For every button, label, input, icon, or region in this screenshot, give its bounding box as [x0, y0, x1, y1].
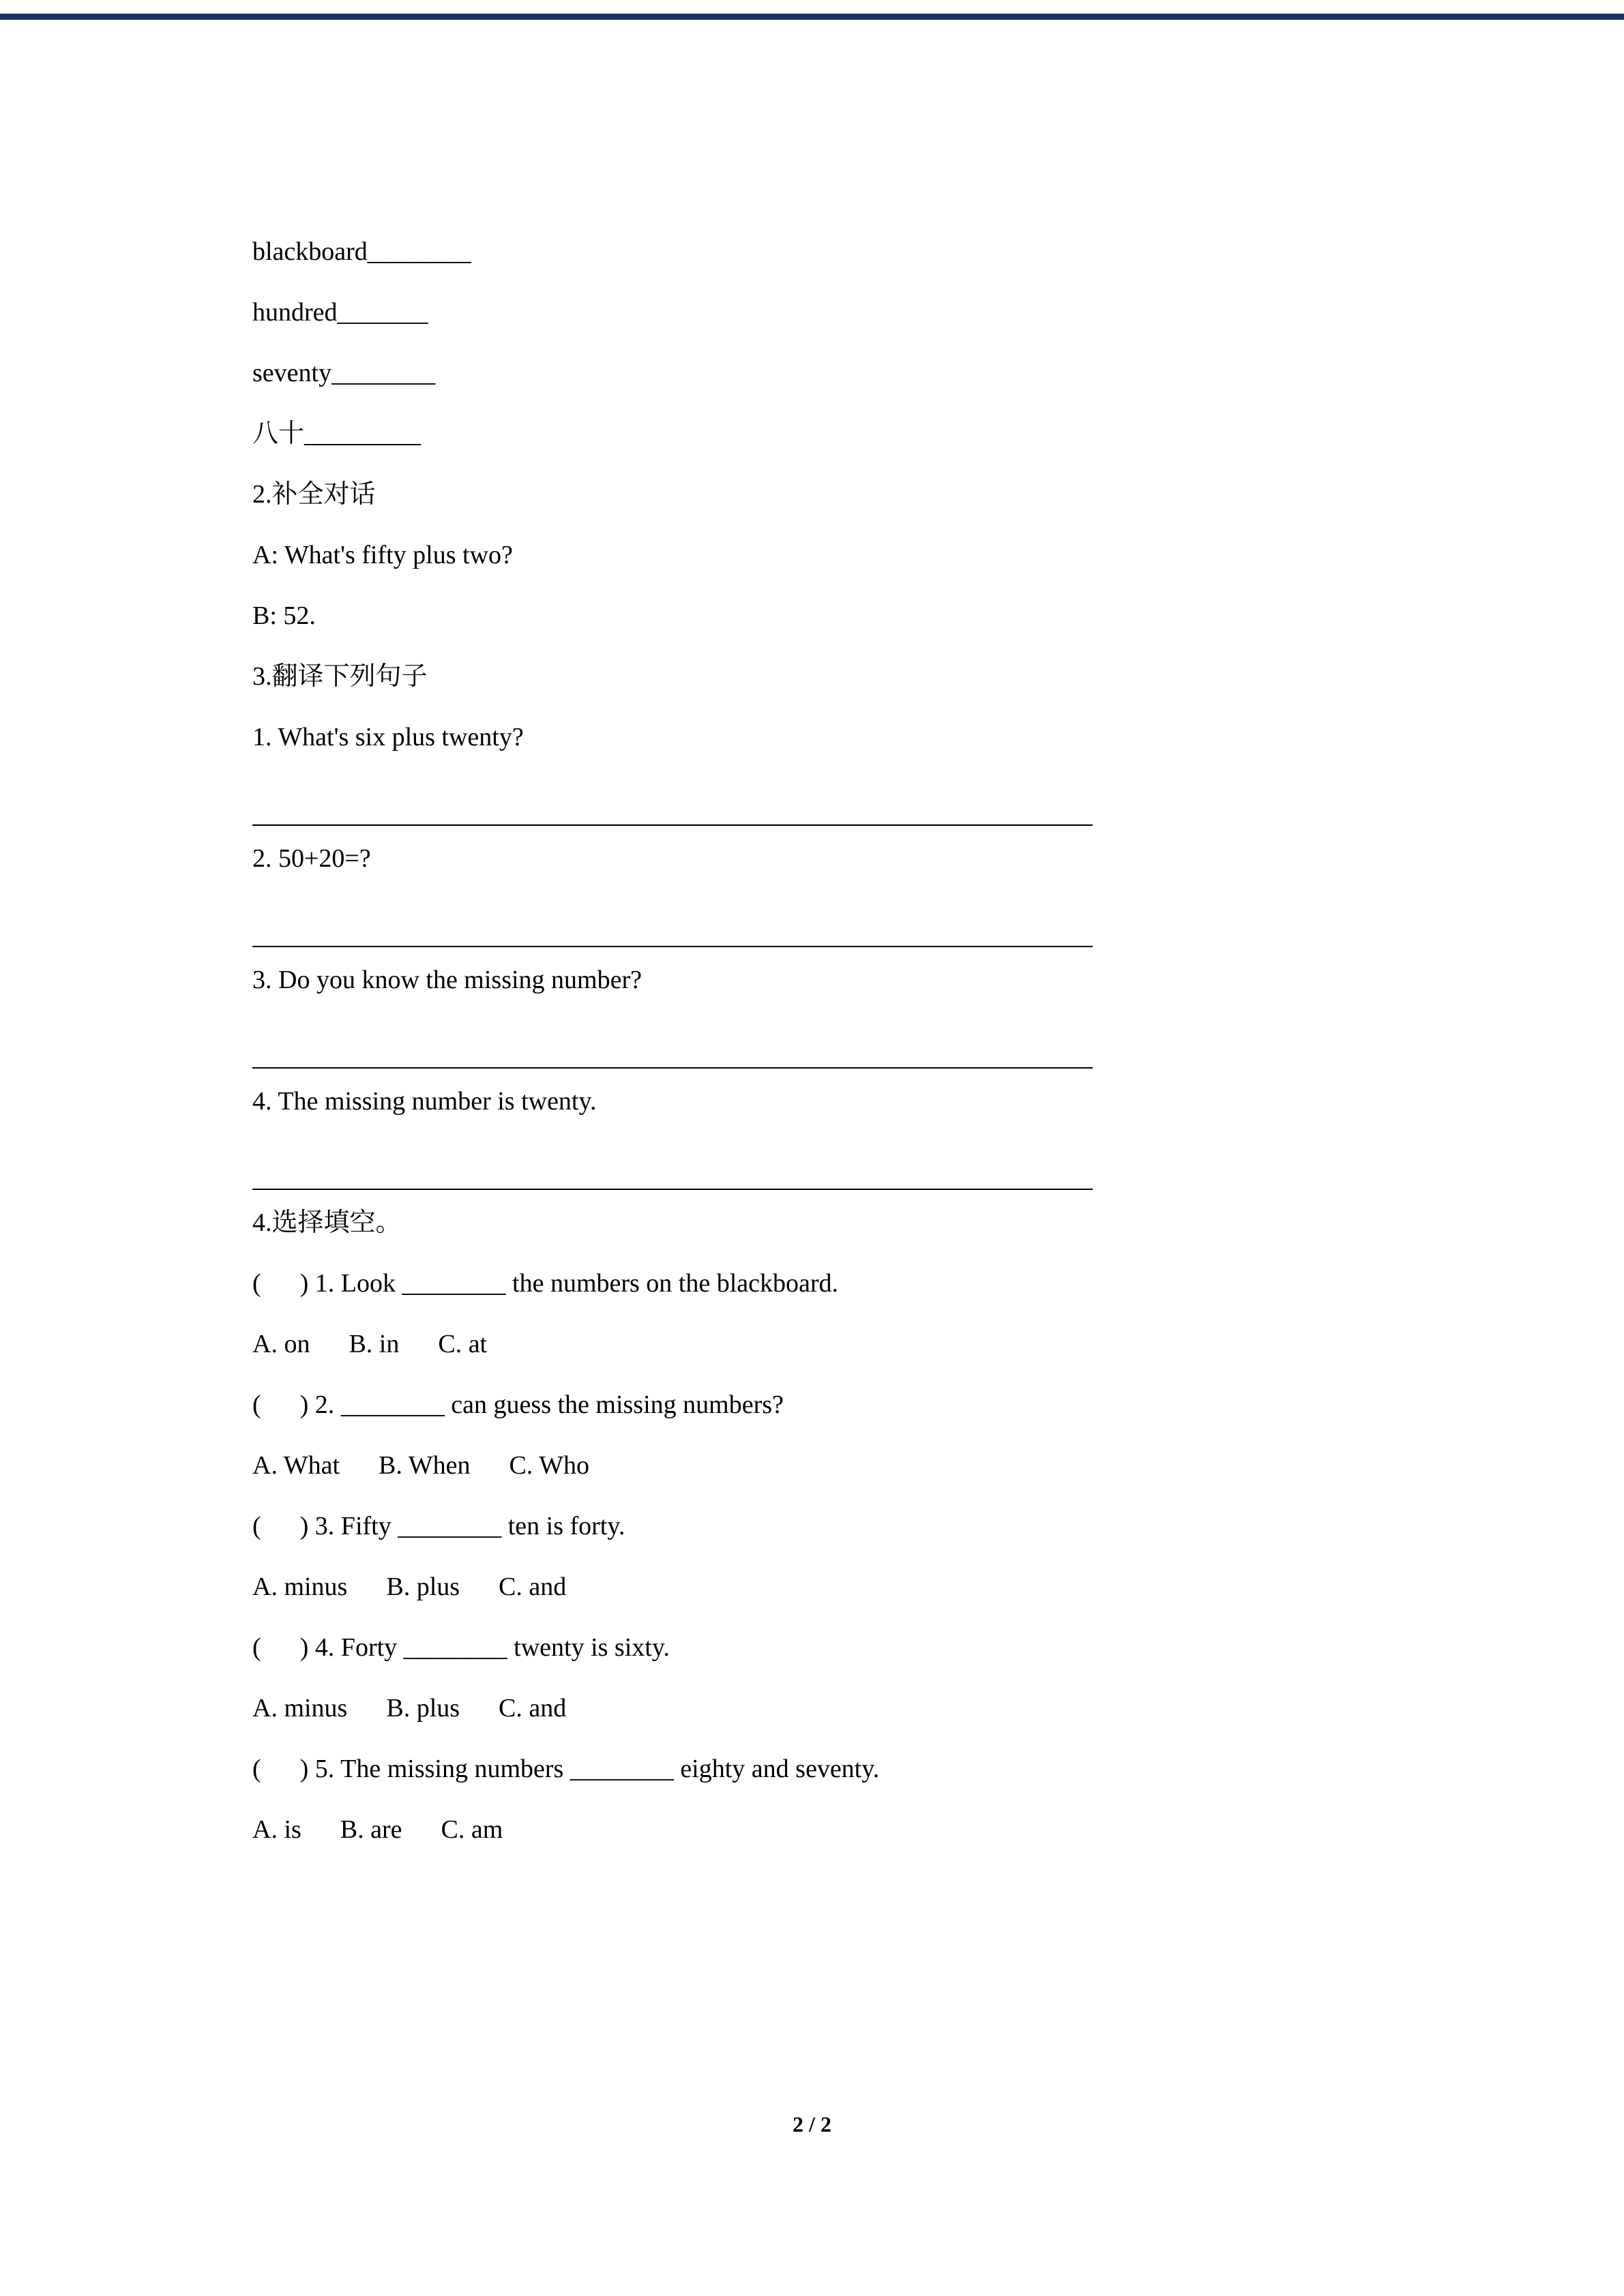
section-3-heading: 3.翻译下列句子: [252, 662, 428, 691]
translate-item-3: 3. Do you know the missing number?: [252, 966, 643, 994]
choice-options-1: A. on B. in C. at: [252, 1330, 488, 1358]
choice-question-3: ( ) 3. Fifty ________ ten is forty.: [252, 1512, 625, 1540]
worksheet-content: [252, 222, 1507, 1860]
choice-options-5: A. is B. are C. am: [252, 1815, 503, 1844]
choice-options-4: A. minus B. plus C. and: [252, 1694, 567, 1723]
choice-question-4: ( ) 4. Forty ________ twenty is sixty.: [252, 1633, 670, 1662]
vocab-line-hundred: hundred_______: [252, 298, 428, 327]
translate-item-1: 1. What's six plus twenty?: [252, 723, 524, 751]
answer-underline: [252, 824, 1093, 826]
page-number: 2 / 2: [793, 2112, 831, 2136]
answer-blank-line-4: [252, 1132, 1507, 1193]
vocab-line-seventy: seventy________: [252, 359, 436, 387]
answer-underline: [252, 1189, 1093, 1190]
vocab-line-blackboard: blackboard________: [252, 237, 471, 266]
choice-question-5: ( ) 5. The missing numbers ________ eighty and seventy.: [252, 1755, 880, 1783]
dialogue-line-a: A: What's fifty plus two?: [252, 541, 513, 569]
answer-underline: [252, 1067, 1093, 1069]
choice-question-2: ( ) 2. ________ can guess the missing numbers?: [252, 1390, 784, 1419]
dialogue-line-b: B: 52.: [252, 601, 316, 630]
section-4-heading: 4.选择填空。: [252, 1208, 402, 1237]
choice-question-1: ( ) 1. Look ________ the numbers on the blackboard.: [252, 1269, 839, 1298]
vocab-line-eighty-cn: 八十_________: [252, 419, 422, 448]
answer-underline: [252, 946, 1093, 947]
answer-blank-line-3: [252, 1011, 1507, 1071]
answer-blank-line-1: [252, 768, 1507, 829]
translate-item-4: 4. The missing number is twenty.: [252, 1087, 597, 1116]
section-2-heading: 2.补全对话: [252, 480, 376, 509]
page-top-border: [0, 14, 1624, 20]
choice-options-2: A. What B. When C. Who: [252, 1451, 589, 1480]
translate-item-2: 2. 50+20=?: [252, 844, 371, 873]
choice-options-3: A. minus B. plus C. and: [252, 1572, 567, 1601]
answer-blank-line-2: [252, 889, 1507, 950]
